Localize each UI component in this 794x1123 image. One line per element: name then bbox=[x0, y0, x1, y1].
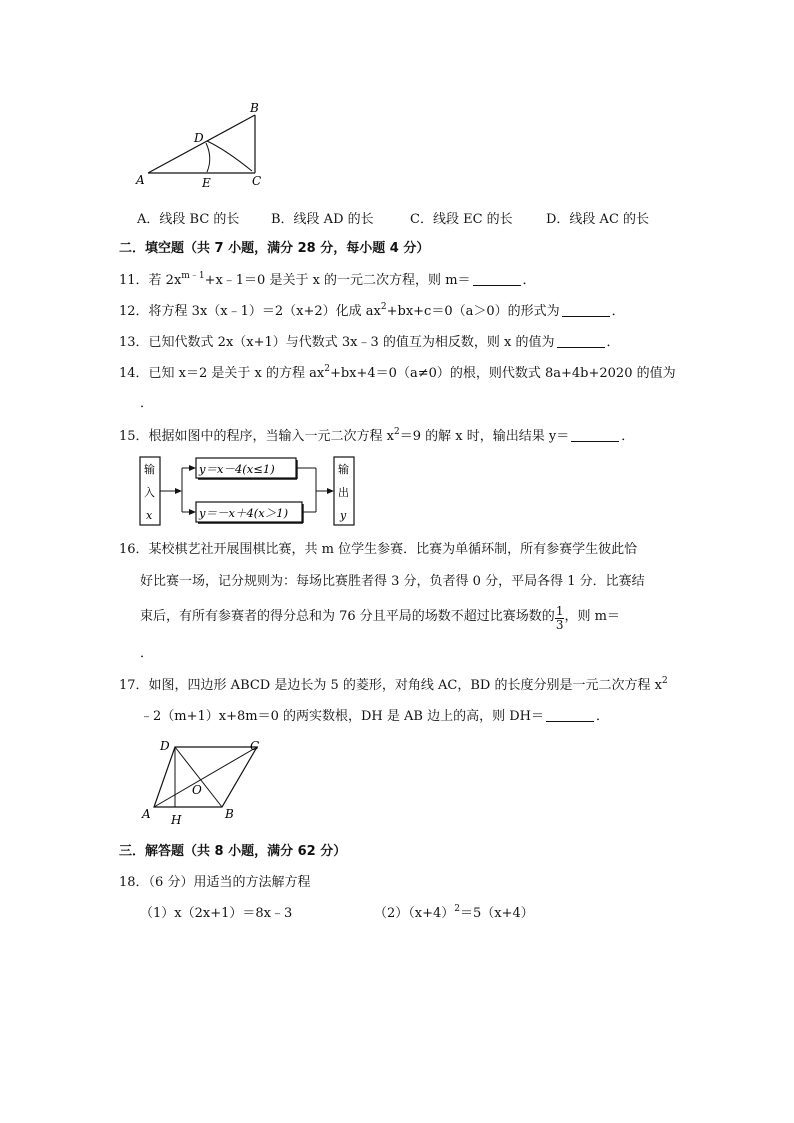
option-a: A．线段 BC 的长 bbox=[137, 212, 240, 227]
question-12: 12．将方程 3x（x﹣1）＝2（x+2）化成 $ax^2+bx+c=0(a>0)$的形式为 ． bbox=[119, 302, 625, 319]
section-3-title: 三．解答题（共 8 小题，满分 62 分） bbox=[119, 844, 347, 859]
label-h: H bbox=[171, 813, 182, 827]
question-16: 16．某校棋艺社开展围棋比赛，共 m 位学生参赛．比赛为单循环制，所有参赛学生彼此恰 bbox=[119, 542, 638, 557]
label-e: E bbox=[202, 176, 211, 190]
flow-in-1: 输 bbox=[144, 463, 155, 476]
flow-in-3: x bbox=[146, 509, 153, 522]
section-2-title: 二．填空题（共 7 小题，满分 28 分，每小题 4 分） bbox=[119, 241, 430, 256]
answer-blank bbox=[562, 303, 610, 317]
fraction-one-third: $\frac{1}{3}$ bbox=[555, 604, 564, 632]
question-16-line4: ． bbox=[140, 646, 154, 661]
flow-out-3: y bbox=[340, 509, 347, 522]
flow-out-1: 输 bbox=[338, 463, 349, 476]
question-11: 11．若 $2x^{m﹣1}+x﹣1=0$ 是关于 x 的一元二次方程，则 m＝ ． bbox=[119, 271, 536, 288]
label-d: D bbox=[160, 739, 170, 753]
label-d: D bbox=[194, 131, 204, 145]
triangle-figure bbox=[134, 100, 274, 192]
flow-top-formula: y＝x－4(x≤1) bbox=[199, 462, 275, 476]
label-a: A bbox=[136, 173, 145, 187]
question-18-part-2: $(2)(x+4)^2=5(x+4)$ bbox=[374, 904, 534, 921]
flow-bottom-formula: y＝－x＋4(x＞1) bbox=[199, 506, 289, 520]
label-o: O bbox=[192, 783, 202, 797]
label-b: B bbox=[250, 101, 259, 115]
option-b: B．线段 AD 的长 bbox=[271, 212, 374, 227]
option-c: C．线段 EC 的长 bbox=[410, 212, 513, 227]
label-c: C bbox=[250, 739, 260, 753]
rhombus-figure bbox=[138, 735, 278, 827]
question-18-part-1: （1）x（2x+1）＝8x﹣3 bbox=[140, 906, 293, 921]
program-flowchart bbox=[138, 455, 368, 529]
question-18: 18．（6 分）用适当的方法解方程 bbox=[119, 875, 311, 890]
question-14: 14．已知 x＝2 是关于 x 的方程 $ax^2+bx+4=0(a\ne 0)$的根，则代数式 8a+4b+2020 的值为 bbox=[119, 364, 676, 381]
question-16-line2: 好比赛一场，记分规则为：每场比赛胜者得 3 分，负者得 0 分，平局各得 1 分．比赛结 bbox=[140, 574, 645, 589]
label-a: A bbox=[142, 807, 151, 821]
option-d: D．线段 AC 的长 bbox=[546, 212, 650, 227]
question-14-line2: ． bbox=[140, 396, 154, 411]
flow-out-2: 出 bbox=[338, 486, 349, 499]
answer-blank bbox=[473, 272, 521, 286]
question-15: 15．根据如图中的程序，当输入一元二次方程 $x^2=9$ 的解 x 时，输出结果 y＝ ． bbox=[119, 427, 635, 444]
question-13: 13．已知代数式 2x（x+1）与代数式 3x﹣3 的值互为相反数，则 x 的值为 ． bbox=[119, 335, 620, 350]
answer-blank bbox=[546, 708, 594, 722]
answer-blank bbox=[571, 428, 619, 442]
flow-in-2: 入 bbox=[144, 486, 155, 499]
question-17-line2: ﹣2（m+1）x+8m＝0 的两实数根，DH 是 AB 边上的高，则 DH＝ ． bbox=[140, 709, 609, 724]
label-c: C bbox=[252, 174, 262, 188]
question-16-line3: 束后，有所有参赛者的得分总和为 76 分且平局的场数不超过比赛场数的 $\frac{1}{3}$ ，则 m＝ bbox=[140, 604, 620, 632]
answer-blank bbox=[557, 334, 605, 348]
question-17: 17．如图，四边形 ABCD 是边长为 5 的菱形，对角线 AC，BD 的长度分别是一元二次方程 $x^2$ bbox=[119, 676, 668, 693]
label-b: B bbox=[225, 807, 234, 821]
